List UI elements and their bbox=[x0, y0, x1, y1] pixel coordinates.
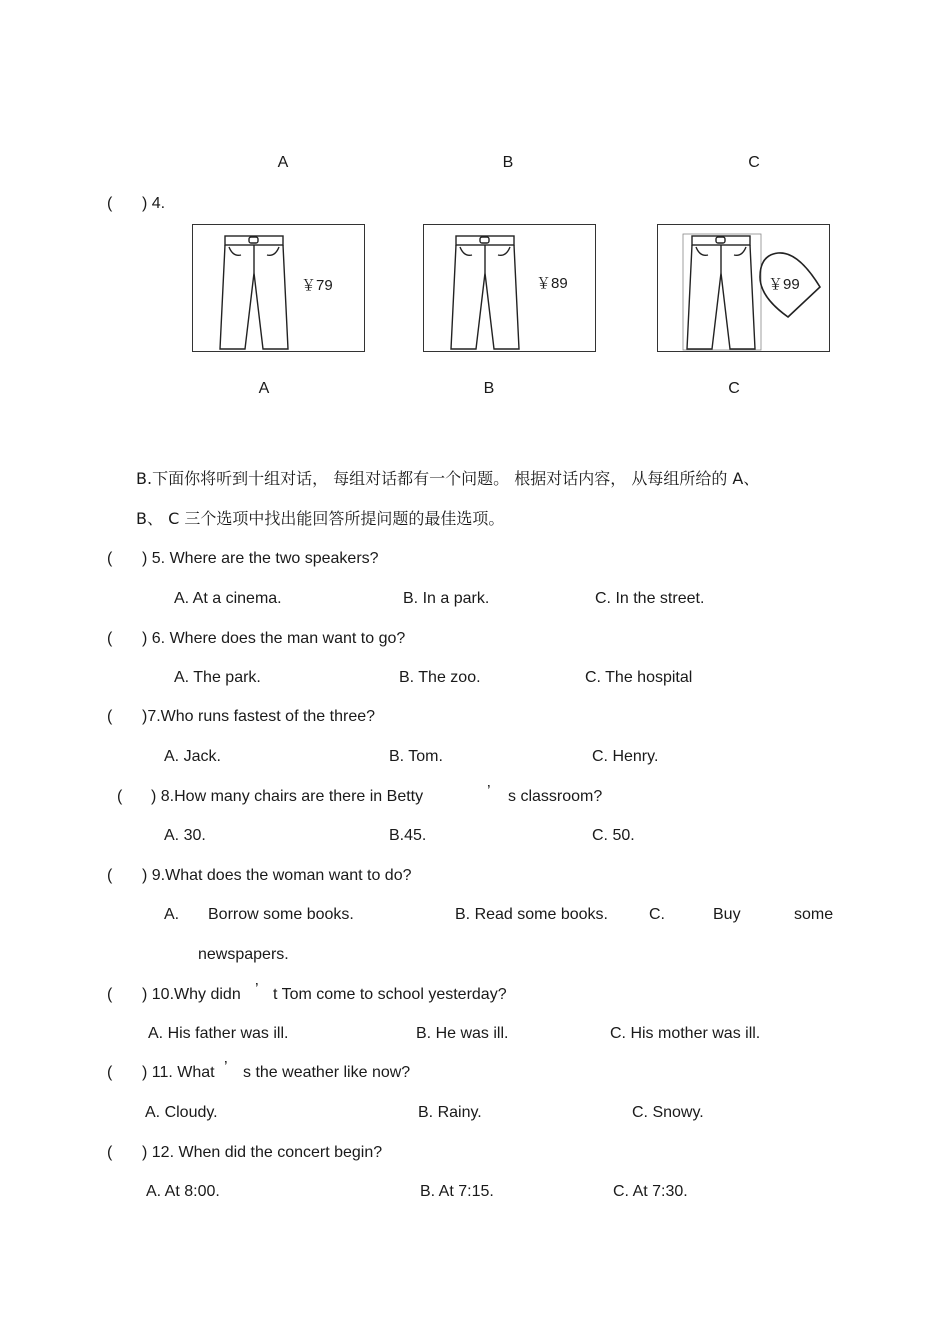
q9-option-c-word1: Buy bbox=[713, 906, 741, 923]
q8-stem-tail: s classroom? bbox=[508, 788, 603, 805]
q9-option-b: B. Read some books. bbox=[455, 906, 608, 923]
q9-option-c-letter: C. bbox=[649, 906, 665, 923]
q9-option-c-word2: some bbox=[794, 906, 834, 923]
q10-option-b: B. He was ill. bbox=[416, 1025, 509, 1042]
pants-icon bbox=[215, 233, 293, 351]
q4-number: ) 4. bbox=[142, 195, 166, 212]
q8-apostrophe: ’ bbox=[487, 783, 491, 800]
pants-icon bbox=[682, 233, 762, 351]
q11-stem-tail: s the weather like now? bbox=[243, 1064, 411, 1081]
q7-option-a: A. Jack. bbox=[164, 748, 221, 765]
q5-option-a: A. At a cinema. bbox=[174, 590, 282, 607]
q11-option-a: A. Cloudy. bbox=[145, 1104, 218, 1121]
q7-option-b: B. Tom. bbox=[389, 748, 443, 765]
q11-option-b: B. Rainy. bbox=[418, 1104, 482, 1121]
q4-picture-b bbox=[423, 224, 596, 352]
q8-option-a: A. 30. bbox=[164, 827, 206, 844]
q4-label-a: A bbox=[258, 380, 270, 397]
section-b-instruction-line2: B、 C 三个选项中找出能回答所提问题的最佳选项。 bbox=[136, 509, 505, 528]
q12-option-a: A. At 8:00. bbox=[146, 1183, 220, 1200]
q11-paren: ( bbox=[107, 1064, 113, 1081]
q12-paren: ( bbox=[107, 1144, 113, 1161]
q8-option-b: B.45. bbox=[389, 827, 427, 844]
q4-price-c: ￥99 bbox=[768, 276, 800, 293]
q4-paren: ( bbox=[107, 195, 113, 212]
q10-option-c: C. His mother was ill. bbox=[610, 1025, 761, 1042]
q5-paren: ( bbox=[107, 550, 113, 567]
q9-option-a: Borrow some books. bbox=[208, 906, 354, 923]
q10-paren: ( bbox=[107, 986, 113, 1003]
q6-option-a: A. The park. bbox=[174, 669, 261, 686]
q3-label-a: A bbox=[277, 154, 289, 171]
q5-stem: ) 5. Where are the two speakers? bbox=[142, 550, 379, 567]
q3-label-b: B bbox=[502, 154, 514, 171]
q11-apostrophe: ’ bbox=[224, 1059, 228, 1076]
q10-apostrophe: ’ bbox=[255, 981, 259, 998]
section-b-instruction-line1: B.下面你将听到十组对话， 每组对话都有一个问题。 根据对话内容， 从每组所给的 A、 bbox=[136, 469, 760, 488]
q4-price-b: ￥89 bbox=[536, 275, 568, 292]
q11-stem: ) 11. What bbox=[142, 1064, 215, 1081]
pants-icon bbox=[446, 233, 524, 351]
q9-stem: ) 9.What does the woman want to do? bbox=[142, 867, 412, 884]
q9-paren: ( bbox=[107, 867, 113, 884]
q12-stem: ) 12. When did the concert begin? bbox=[142, 1144, 383, 1161]
q9-option-a-letter: A. bbox=[164, 906, 180, 923]
q8-option-c: C. 50. bbox=[592, 827, 635, 844]
q4-picture-a bbox=[192, 224, 365, 352]
q7-stem: )7.Who runs fastest of the three? bbox=[142, 708, 376, 725]
q5-option-c: C. In the street. bbox=[595, 590, 705, 607]
q6-stem: ) 6. Where does the man want to go? bbox=[142, 630, 406, 647]
q6-option-c: C. The hospital bbox=[585, 669, 693, 686]
q8-stem: ) 8.How many chairs are there in Betty bbox=[151, 788, 424, 805]
q10-stem: ) 10.Why didn bbox=[142, 986, 241, 1003]
q9-option-c-word3: newspapers. bbox=[198, 946, 289, 963]
q12-option-b: B. At 7:15. bbox=[420, 1183, 494, 1200]
q4-picture-c bbox=[657, 224, 830, 352]
q12-option-c: C. At 7:30. bbox=[613, 1183, 688, 1200]
q8-paren: ( bbox=[117, 788, 123, 805]
q4-price-a: ￥79 bbox=[301, 277, 333, 294]
q10-stem-tail: t Tom come to school yesterday? bbox=[273, 986, 507, 1003]
q6-paren: ( bbox=[107, 630, 113, 647]
q11-option-c: C. Snowy. bbox=[632, 1104, 704, 1121]
q7-paren: ( bbox=[107, 708, 113, 725]
q6-option-b: B. The zoo. bbox=[399, 669, 481, 686]
q10-option-a: A. His father was ill. bbox=[148, 1025, 289, 1042]
q7-option-c: C. Henry. bbox=[592, 748, 659, 765]
q4-label-b: B bbox=[483, 380, 495, 397]
q3-label-c: C bbox=[748, 154, 760, 171]
q4-label-c: C bbox=[728, 380, 740, 397]
q5-option-b: B. In a park. bbox=[403, 590, 490, 607]
